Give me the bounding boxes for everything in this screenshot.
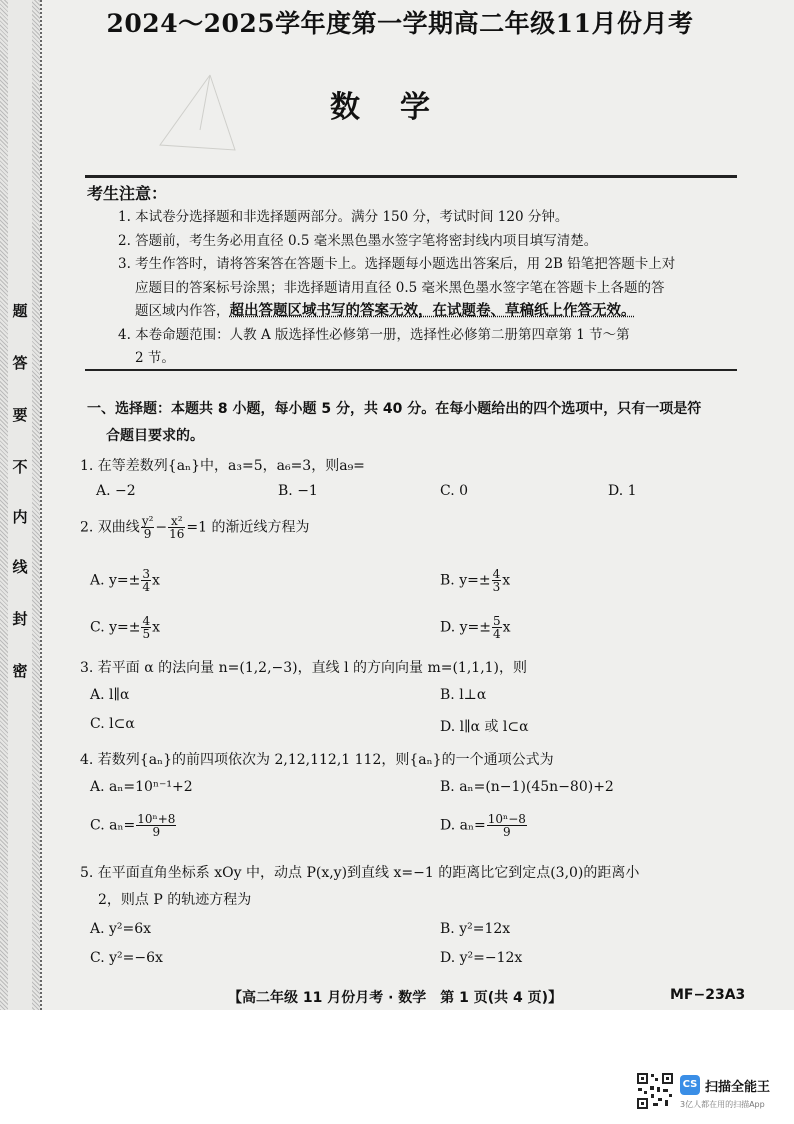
binding-char: 封 <box>12 610 28 628</box>
q2-option-b: B. y=± $\frac{4}{3}$ x <box>440 567 511 594</box>
bleed-through-figure <box>140 70 250 160</box>
camscanner-logo-icon: CS <box>680 1075 700 1095</box>
q2-option-d: D. y=± $\frac{5}{4}$ x <box>440 614 511 641</box>
binding-char: 要 <box>12 406 28 424</box>
q4-option-b: B. aₙ=(n−1)(45n−80)+2 <box>440 779 614 795</box>
exam-title: 2024～2025学年度第一学期高二年级11月份月考 <box>106 9 694 38</box>
notice-item: 2. 答题前，考生务必用直径 0.5 毫米黑色墨水签字笔将密封线内项目填写清楚。 <box>118 233 598 249</box>
binding-char: 答 <box>12 354 28 372</box>
question-4-stem: 4. 若数列{aₙ}的前四项依次为 2,12,112,1 112，则{aₙ}的一个通项公式为 <box>80 752 554 768</box>
binding-char: 内 <box>12 508 28 526</box>
notice-emphasis: 超出答题区域书写的答案无效，在试题卷、草稿纸上作答无效。 <box>229 303 636 319</box>
section-heading: 一、选择题：本题共 8 小题，每小题 5 分，共 40 分。在每小题给出的四个选项中，只有一项是符 <box>87 401 702 417</box>
fraction: $\frac{\text{x²}}{16}$ <box>169 514 185 541</box>
notice-item: 2 节。 <box>135 350 175 366</box>
notice-bottom-rule <box>85 369 737 371</box>
q5-option-a: A. y²=6x <box>90 921 152 937</box>
binding-char: 不 <box>12 458 28 476</box>
question-3-stem: 3. 若平面 α 的法向量 n=(1,2,−3)，直线 l 的方向向量 m=(1,1,1)，则 <box>80 660 528 676</box>
seal-line <box>40 0 42 1010</box>
question-5-stem-cont: 2，则点 P 的轨迹方程为 <box>98 892 252 908</box>
q3-option-a: A. l∥α <box>90 687 130 703</box>
camscanner-tagline: 3亿人都在用的扫描App <box>680 1100 765 1109</box>
qr-code-icon[interactable] <box>636 1072 674 1110</box>
notice-item: 1. 本试卷分选择题和非选择题两部分。满分 150 分，考试时间 120 分钟。 <box>118 209 569 225</box>
q5-option-d: D. y²=−12x <box>440 950 523 966</box>
camscanner-name: 扫描全能王 <box>705 1080 771 1095</box>
fraction: $\frac{\text{y²}}{9}$ <box>141 514 154 541</box>
notice-top-rule <box>85 175 737 178</box>
q4-option-a: A. aₙ=10ⁿ⁻¹+2 <box>90 779 193 795</box>
q1-option-d: D. 1 <box>608 483 637 499</box>
q3-option-b: B. l⊥α <box>440 687 487 703</box>
q5-option-c: C. y²=−6x <box>90 950 163 966</box>
binding-margin <box>0 0 40 1010</box>
notice-heading: 考生注意： <box>87 184 168 203</box>
binding-char: 密 <box>12 662 28 680</box>
notice-item: 应题目的答案标号涂黑；非选择题请用直径 0.5 毫米黑色墨水签字笔在答题卡上各题的答 <box>135 280 665 296</box>
q3-option-c: C. l⊂α <box>90 716 135 732</box>
exam-code: MF−23A3 <box>670 987 746 1003</box>
q2-option-c: C. y=± $\frac{4}{5}$ x <box>90 614 161 641</box>
question-2-stem: 2. 双曲线 $\frac{\text{y²}}{9}$ − $\frac{\text{x²}}{16}$ =1 的渐近线方程为 <box>80 514 310 541</box>
binding-char: 题 <box>12 302 28 320</box>
q4-option-c: C. aₙ= $\frac{\text{10ⁿ+8}}{9}$ <box>90 812 176 839</box>
q5-option-b: B. y²=12x <box>440 921 511 937</box>
question-1-stem: 1. 在等差数列{aₙ}中，a₃=5，a₆=3，则a₉= <box>80 458 365 474</box>
q1-option-a: A. −2 <box>96 483 136 499</box>
subject-title: 数学 <box>330 90 470 125</box>
notice-item-with-emphasis: 题区域内作答，超出答题区域书写的答案无效，在试题卷、草稿纸上作答无效。 <box>135 303 636 319</box>
section-heading-cont: 合题目要求的。 <box>106 428 204 444</box>
notice-item: 4. 本卷命题范围：人教 A 版选择性必修第一册，选择性必修第二册第四章第 1 节～第 <box>118 327 630 343</box>
binding-char: 线 <box>12 558 28 576</box>
q1-option-b: B. −1 <box>278 483 318 499</box>
q4-option-d: D. aₙ= $\frac{\text{10ⁿ−8}}{9}$ <box>440 812 526 839</box>
q1-option-c: C. 0 <box>440 483 469 499</box>
question-5-stem: 5. 在平面直角坐标系 xOy 中，动点 P(x,y)到直线 x=−1 的距离比它到定点(3,0)的距离小 <box>80 865 640 881</box>
q3-option-d: D. l∥α 或 l⊂α <box>440 719 529 735</box>
q2-option-a: A. y=± $\frac{3}{4}$ x <box>90 567 160 594</box>
notice-item: 3. 考生作答时，请将答案答在答题卡上。选择题每小题选出答案后，用 2B 铅笔把答题卡上对 <box>118 256 676 272</box>
page-footer: 【高二年级 11 月份月考 · 数学 第 1 页(共 4 页)】 <box>228 990 563 1006</box>
